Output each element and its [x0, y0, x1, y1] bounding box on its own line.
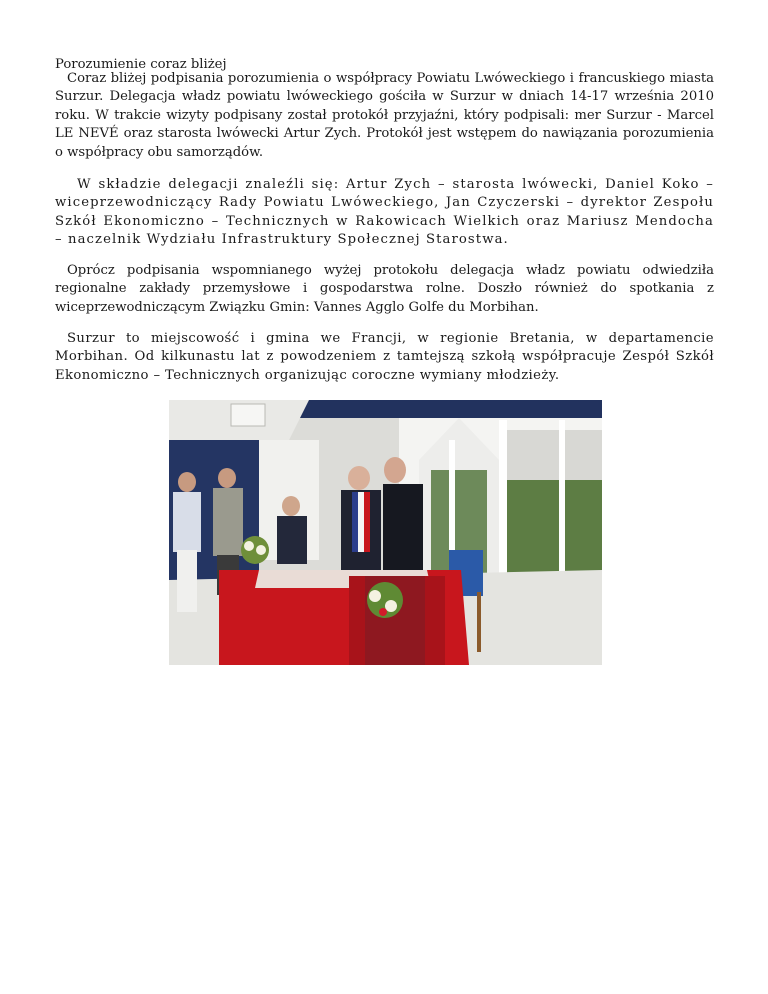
paragraph-1-text: Coraz bliżej podpisania porozumienia o współpracy Powiatu Lwóweckiego i francuskiego miasta Surzur. Delegacja władz powiatu lwóweckiego gościła w Surzur w dniach 14-17 września 2010 roku. W trakcie wizyty podpisany został protokół przyjaźni, który podpisali: mer Surzur - Marcel LE NEVÉ oraz starosta lwówecki Artur Zych. Protokół jest wstępem do nawiązania porozumienia o współpracy obu samorządów. [55, 71, 714, 160]
signing-ceremony-photo [169, 400, 602, 665]
paragraph-3 [55, 262, 714, 317]
document-title: Porozumienie coraz bliżej [55, 57, 227, 72]
paragraph-4 [55, 330, 714, 385]
paragraph-2 [55, 176, 714, 250]
photo-illustration [169, 400, 602, 665]
paragraph-2-text: W składzie delegacji znaleźli się: Artur Zych – starosta lwówecki, Daniel Koko – wiceprzewodniczący Rady Powiatu Lwóweckiego, Jan Czyczerski – dyrektor Zespołu Szkół Ekonomiczno – Technicznych w Rakowicach Wielkich oraz Mariusz Mendocha – naczelnik Wydziału Infrastruktury Społecznej Starostwa. [55, 177, 714, 248]
paragraph-4-text: Surzur to miejscowość i gmina we Francji, w regionie Bretania, w departamencie Morbihan. Od kilkunastu lat z powodzeniem z tamtejszą szkołą współpracuje Zespół Szkół Ekonomiczno – Technicznych organizując coroczne wymiany młodzieży. [55, 331, 714, 383]
paragraph-3-text: Oprócz podpisania wspomnianego wyżej protokołu delegacja władz powiatu odwiedziła regionalne zakłady przemysłowe i gospodarstwa rolne. Doszło również do spotkania z wiceprzewodniczącym Związku Gmin: Vannes Agglo Golfe du Morbihan. [55, 263, 714, 315]
paragraph-1 [55, 70, 714, 162]
